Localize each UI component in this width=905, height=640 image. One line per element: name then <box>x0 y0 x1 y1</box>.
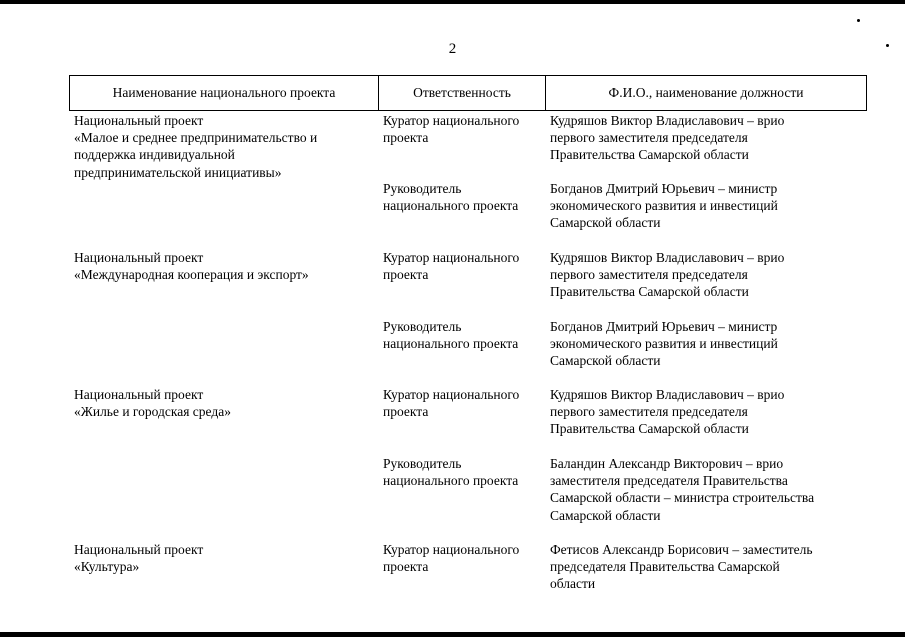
project-name: Национальный проект «Малое и среднее предпринимательство и поддержка индивидуальной предпринимательской инициативы» <box>74 113 318 180</box>
role-curator: Куратор национального проекта <box>383 113 520 146</box>
header-project-name: Наименование национального проекта <box>112 85 336 100</box>
page-number: 2 <box>448 41 457 57</box>
person-curator: Кудряшов Виктор Владиславович – врио первого заместителя председателя Правительства Самарской области <box>550 250 785 300</box>
project-name: Национальный проект «Международная кооперация и экспорт» <box>74 250 309 283</box>
person-head: Богданов Дмитрий Юрьевич – министр экономического развития и инвестиций Самарской области <box>550 181 778 231</box>
project-name: Национальный проект «Культура» <box>74 542 204 575</box>
bottom-border-line <box>0 632 905 637</box>
top-border-line <box>0 0 905 4</box>
role-head: Руководитель национального проекта <box>383 456 519 489</box>
header-person: Ф.И.О., наименование должности <box>608 85 804 100</box>
header-responsibility: Ответственность <box>413 85 511 100</box>
role-head: Руководитель национального проекта <box>383 181 519 214</box>
table-header <box>69 75 867 111</box>
person-head: Богданов Дмитрий Юрьевич – министр экономического развития и инвестиций Самарской области <box>550 319 778 369</box>
person-curator: Фетисов Александр Борисович – заместитель председателя Правительства Самарской области <box>550 542 813 592</box>
project-name: Национальный проект «Жилье и городская среда» <box>74 387 231 420</box>
person-curator: Кудряшов Виктор Владиславович – врио первого заместителя председателя Правительства Самарской области <box>550 113 785 163</box>
role-curator: Куратор национального проекта <box>383 542 520 575</box>
role-head: Руководитель национального проекта <box>383 319 519 352</box>
scan-speck <box>857 19 860 22</box>
person-head: Баландин Александр Викторович – врио заместителя председателя Правительства Самарской области – министра строительства Самарской области <box>550 456 815 523</box>
role-curator: Куратор национального проекта <box>383 250 520 283</box>
role-curator: Куратор национального проекта <box>383 387 520 420</box>
person-curator: Кудряшов Виктор Владиславович – врио первого заместителя председателя Правительства Самарской области <box>550 387 785 437</box>
